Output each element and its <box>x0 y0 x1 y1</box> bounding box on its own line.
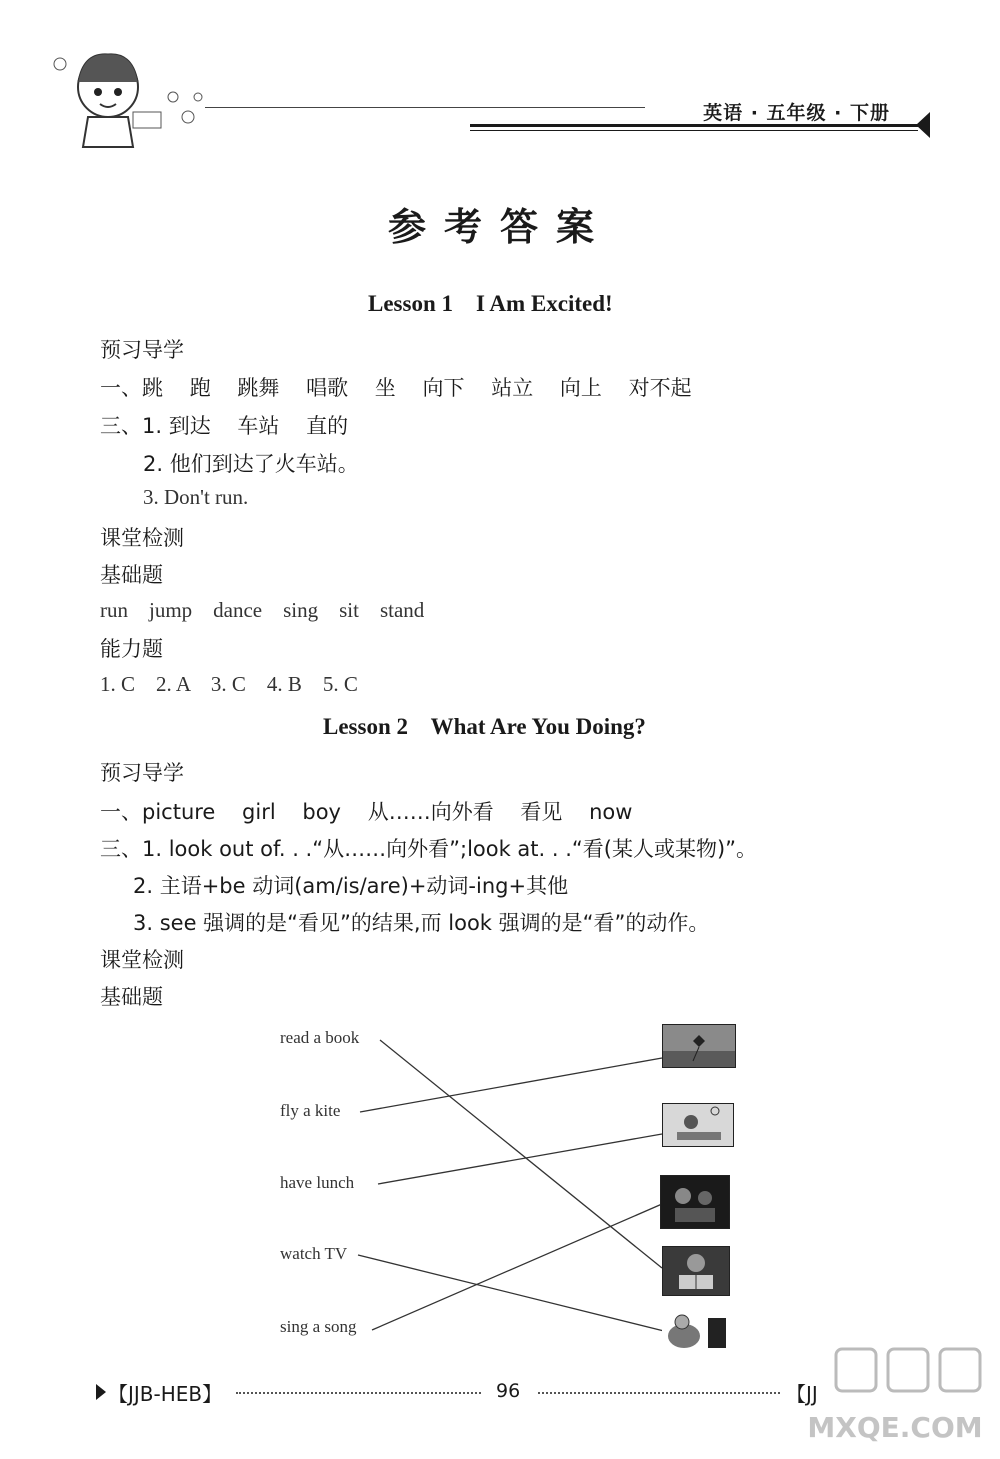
lesson1-heading: Lesson 1 I Am Excited! <box>368 291 613 316</box>
lunch-picture <box>662 1103 734 1147</box>
lesson1-answer-line4: 3. Don't run. <box>143 485 249 509</box>
footer-right-code: 【JJ <box>786 1382 818 1406</box>
lesson1-ability-label: 能力题 <box>100 637 163 661</box>
page-number: 96 <box>496 1380 521 1402</box>
match-line-fly-a-kite <box>360 1058 662 1112</box>
lesson1-answer-line2: 三、1. 到达 车站 直的 <box>100 414 349 438</box>
footer-left-arrow-icon <box>96 1384 106 1400</box>
match-line-sing-a-song <box>372 1204 662 1330</box>
singing-picture <box>660 1175 730 1229</box>
lesson2-basic-label: 基础题 <box>100 985 163 1009</box>
match-line-watch-tv <box>358 1255 668 1332</box>
match-phrase-have-lunch: have lunch <box>280 1173 355 1192</box>
match-phrase-fly-a-kite: fly a kite <box>280 1101 341 1120</box>
lesson1-ability-answer: 1. C 2. A 3. C 4. B 5. C <box>100 672 358 696</box>
kite-flying-picture <box>662 1024 736 1068</box>
lesson2-answer-line4: 3. see 强调的是“看见”的结果,而 look 强调的是“看”的动作。 <box>133 911 710 935</box>
lesson2-answer-line2: 三、1. look out of. . .“从……向外看”;look at. . .“看(某人或某物)”。 <box>100 837 758 861</box>
match-phrase-watch-tv: watch TV <box>280 1244 348 1263</box>
reading-picture <box>662 1246 730 1296</box>
lesson2-answer-line3: 2. 主语+be 动词(am/is/are)+动词-ing+其他 <box>133 874 569 898</box>
match-line-have-lunch <box>378 1134 662 1184</box>
book-title: 英语 · 五年级 · 下册 <box>703 102 890 124</box>
watching-tv-picture <box>662 1308 730 1354</box>
footer-left-code: 【JJB-HEB】 <box>108 1382 223 1406</box>
lesson2-heading: Lesson 2 What Are You Doing? <box>323 714 646 739</box>
svg-text:MXQE.COM: MXQE.COM <box>807 1411 983 1444</box>
match-phrase-sing-a-song: sing a song <box>280 1317 357 1336</box>
match-line-read-a-book <box>380 1040 662 1268</box>
match-phrase-read-a-book: read a book <box>280 1028 360 1047</box>
footer-dotted-rule-left <box>236 1392 481 1394</box>
site-watermark-logo <box>800 1345 990 1453</box>
lesson1-preview-label: 预习导学 <box>100 338 184 362</box>
lesson1-answer-line1: 一、跳 跑 跳舞 唱歌 坐 向下 站立 向上 对不起 <box>100 376 692 400</box>
lesson2-classroom-label: 课堂检测 <box>100 948 184 972</box>
lesson1-basic-answer: run jump dance sing sit stand <box>100 598 425 622</box>
lesson1-answer-line3: 2. 他们到达了火车站。 <box>143 452 359 476</box>
lesson1-basic-label: 基础题 <box>100 563 163 587</box>
footer-dotted-rule-right <box>538 1392 780 1394</box>
lesson1-classroom-label: 课堂检测 <box>100 526 184 550</box>
lesson2-answer-line1: 一、picture girl boy 从……向外看 看见 now <box>100 800 633 824</box>
lesson2-preview-label: 预习导学 <box>100 761 184 785</box>
page-title: 参考答案 <box>387 205 612 249</box>
